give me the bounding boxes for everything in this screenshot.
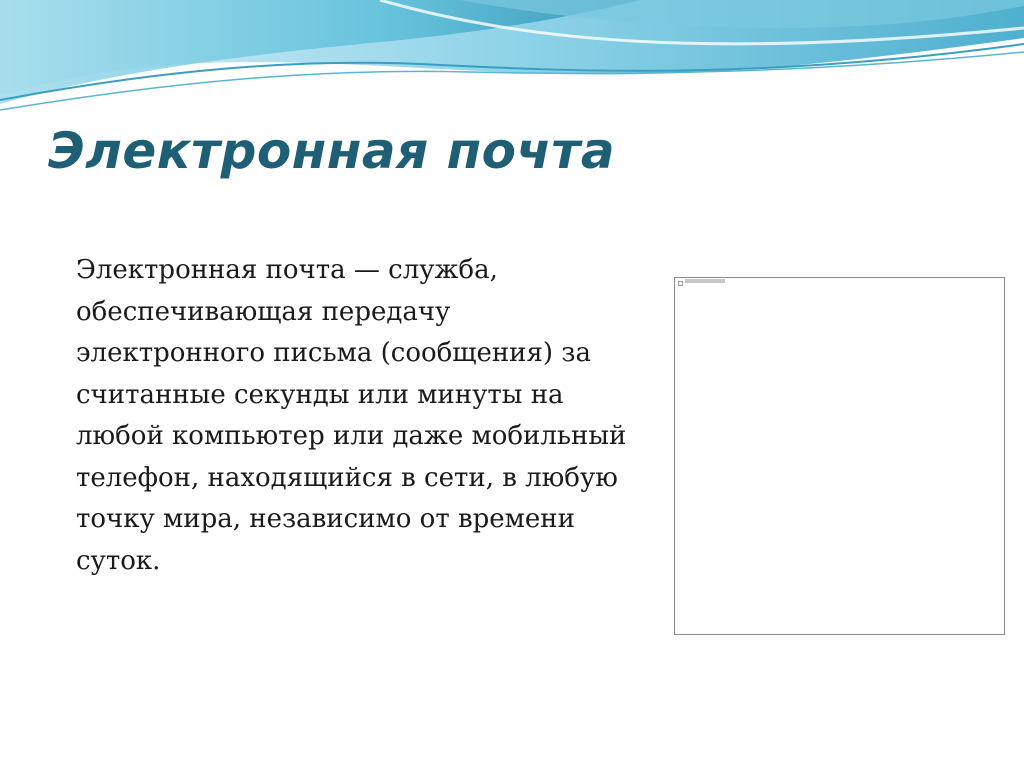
slide-title: Электронная почта — [48, 122, 616, 180]
broken-image-icon — [678, 281, 683, 286]
image-alt-caption — [685, 279, 725, 283]
image-placeholder — [674, 277, 1005, 635]
wave-header-decoration — [0, 0, 1024, 120]
slide-body-text: Электронная почта — служба, обеспечивающая передачу электронного письма (сообщения) за считанные секунды или минуты на любой компьютер или даже мобильный телефон, находящийся в сети, в любую точку мира, независимо от времени суток. — [76, 255, 627, 576]
